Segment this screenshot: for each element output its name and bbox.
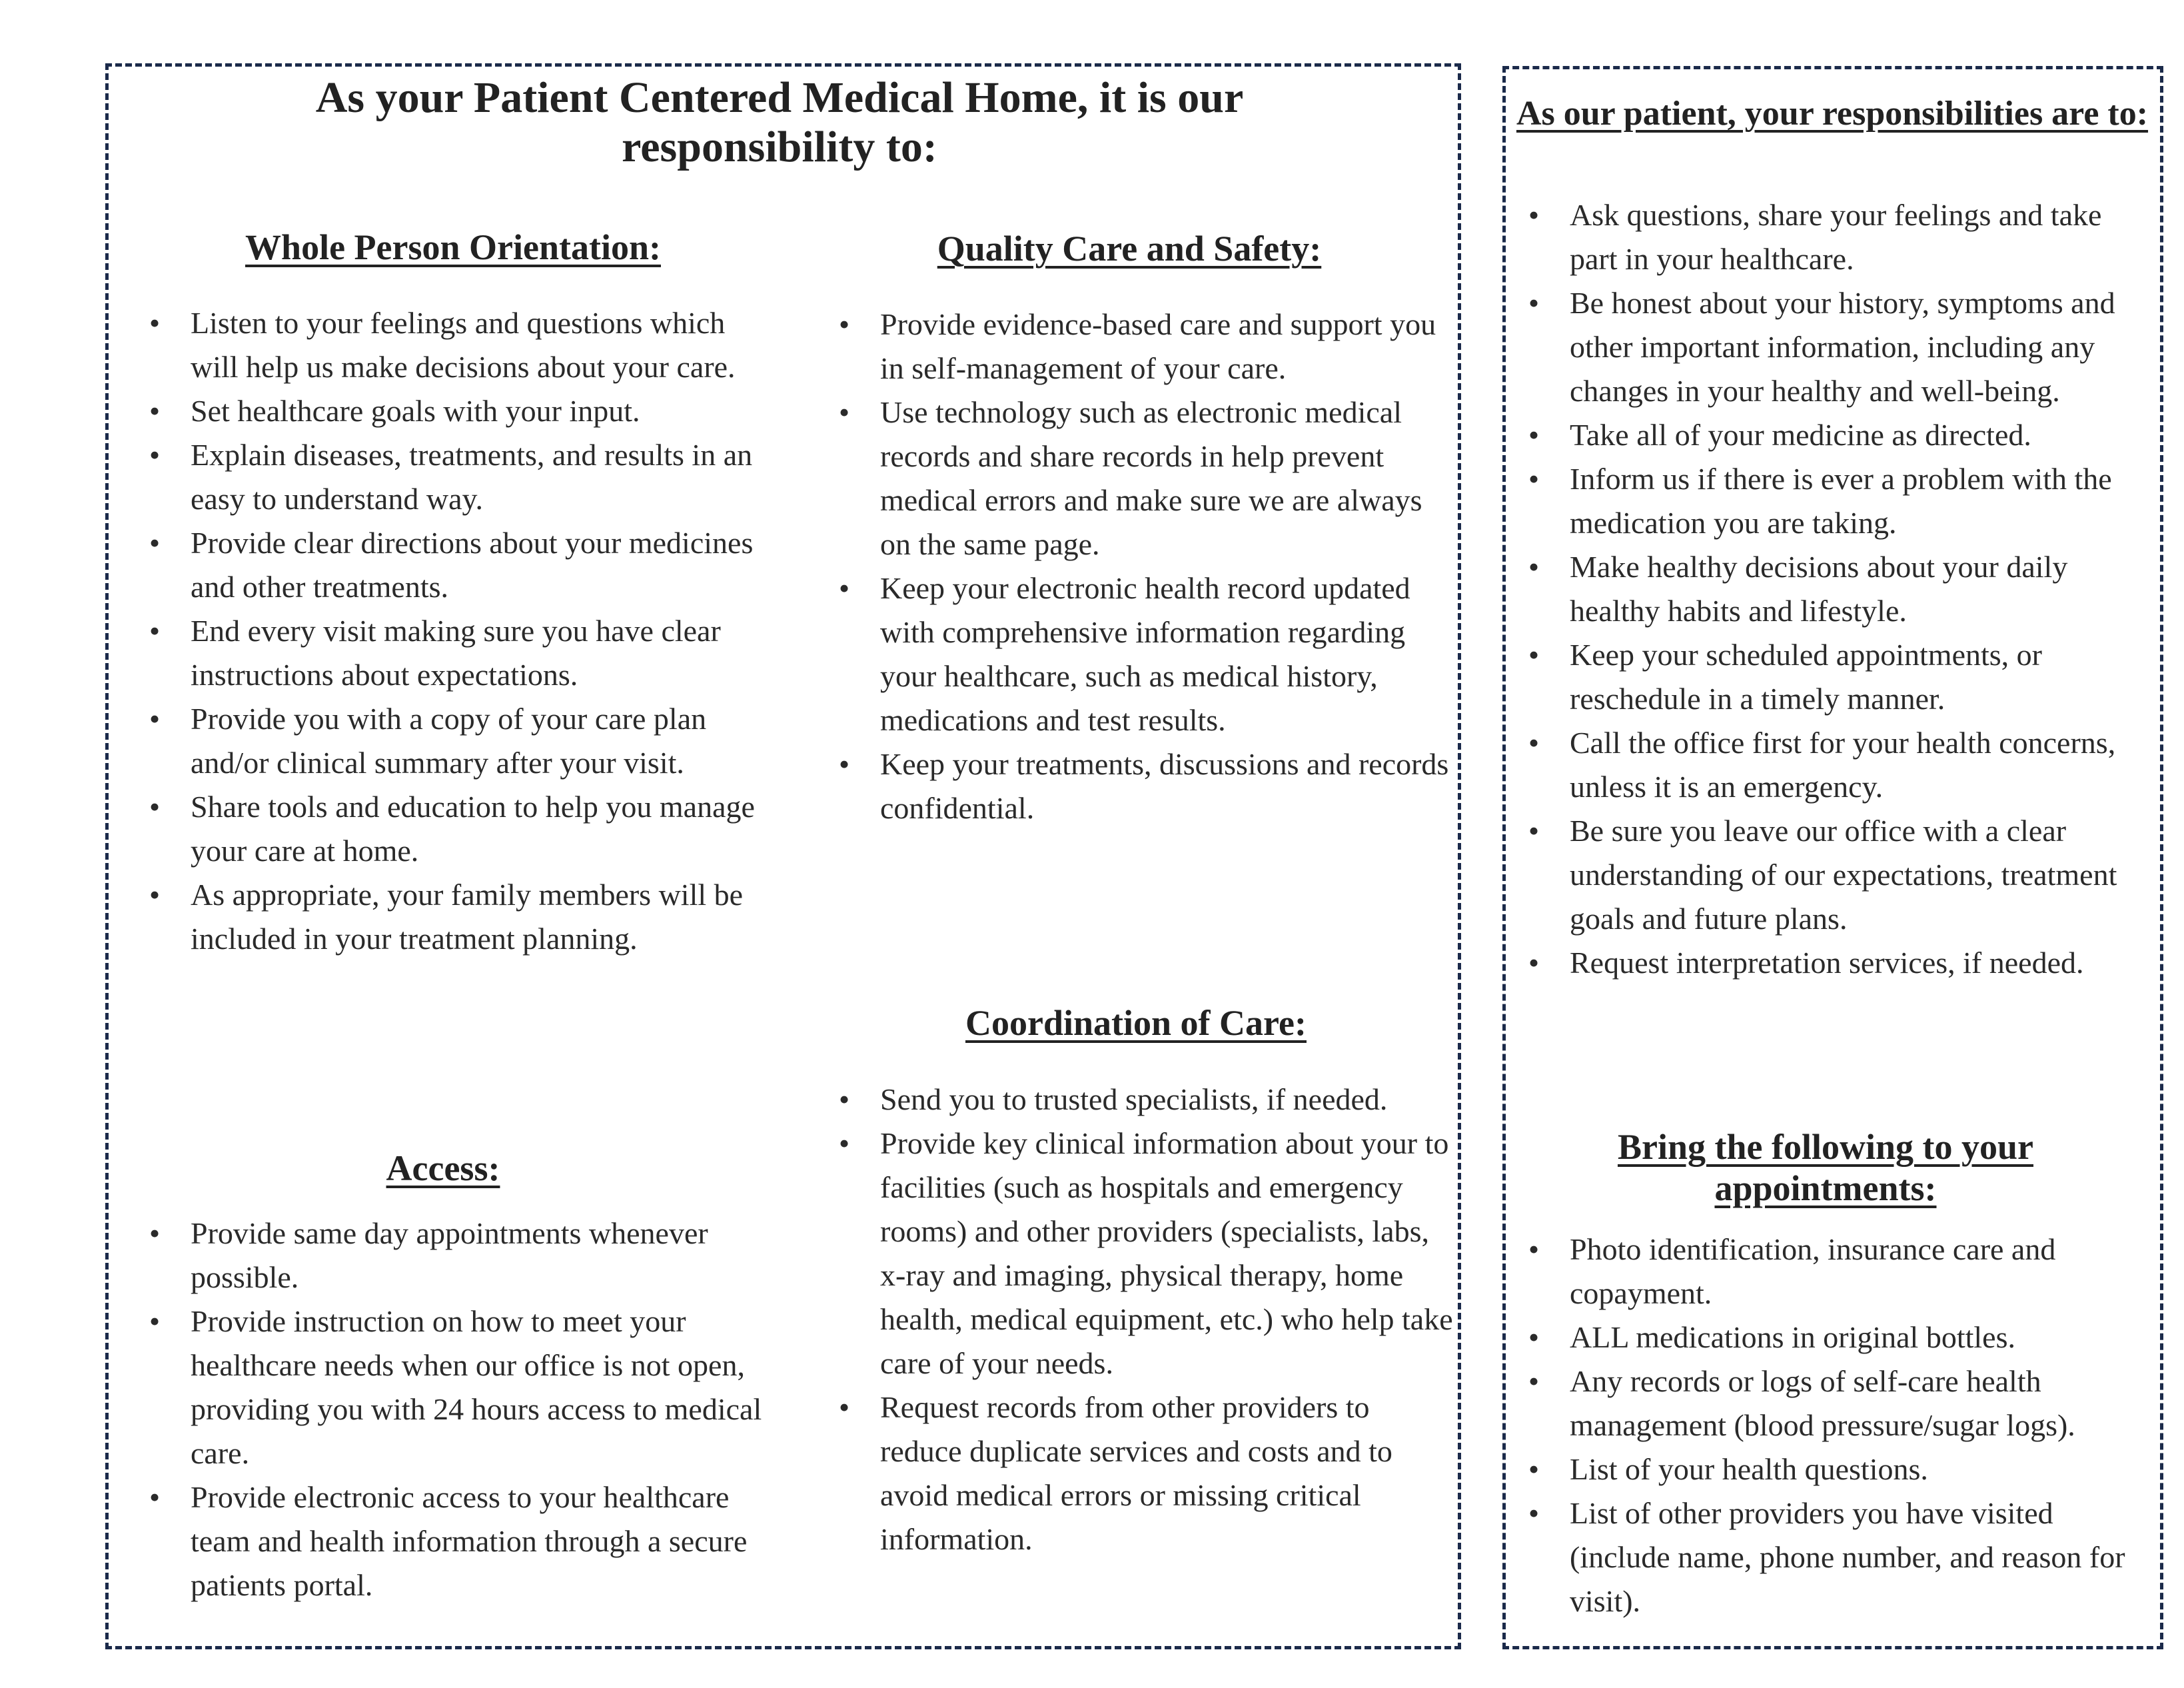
list-item: • Photo identification, insurance care and copayment.: [1519, 1228, 2152, 1315]
list-item: • List of your health questions.: [1519, 1447, 2152, 1491]
whole-person-list: [140, 301, 773, 961]
list-item: • Inform us if there is ever a problem with the medication you are taking.: [1519, 457, 2152, 545]
section-heading-coordination: Coordination of Care:: [965, 1003, 1307, 1043]
page-title: As your Patient Centered Medical Home, it is our responsibility to:: [315, 73, 1244, 171]
list-item: • Call the office first for your health concerns, unless it is an emergency.: [1519, 721, 2152, 809]
bring-list: [1519, 1228, 2152, 1623]
list-item: • End every visit making sure you have clear instructions about expectations.: [140, 609, 773, 697]
section-heading-access: Access:: [386, 1148, 500, 1188]
list-item: • Request interpretation services, if needed.: [1519, 941, 2152, 985]
list-item: • Keep your electronic health record updated with comprehensive information regarding your healthcare, such as medical history, medications and test results.: [829, 566, 1456, 742]
quality-list: [829, 303, 1456, 830]
list-item: • Provide same day appointments whenever possible.: [140, 1212, 773, 1299]
section-heading-whole-person: Whole Person Orientation:: [245, 227, 661, 267]
list-item: • Make healthy decisions about your daily healthy habits and lifestyle.: [1519, 545, 2152, 633]
list-item: • List of other providers you have visited (include name, phone number, and reason for visit).: [1519, 1491, 2152, 1623]
section-heading-quality: Quality Care and Safety:: [937, 229, 1322, 269]
list-item: • Ask questions, share your feelings and take part in your healthcare.: [1519, 193, 2152, 281]
list-item: • Explain diseases, treatments, and results in an easy to understand way.: [140, 433, 773, 521]
list-item: • Send you to trusted specialists, if needed.: [829, 1078, 1456, 1122]
list-item: • Provide clear directions about your medicines and other treatments.: [140, 521, 773, 609]
list-item: • Use technology such as electronic medical records and share records in help prevent medical errors and make sure we are always on the same page.: [829, 391, 1456, 566]
list-item: • Request records from other providers to reduce duplicate services and costs and to avoid medical errors or missing critical information.: [829, 1385, 1456, 1561]
list-item: • Keep your scheduled appointments, or reschedule in a timely manner.: [1519, 633, 2152, 721]
list-item: • ALL medications in original bottles.: [1519, 1315, 2152, 1359]
list-item: • Provide evidence-based care and support you in self-management of your care.: [829, 303, 1456, 391]
list-item: • Be sure you leave our office with a clear understanding of our expectations, treatment goals and future plans.: [1519, 809, 2152, 941]
list-item: • As appropriate, your family members will be included in your treatment planning.: [140, 873, 773, 961]
list-item: • Any records or logs of self-care health management (blood pressure/sugar logs).: [1519, 1359, 2152, 1447]
coordination-list: [829, 1078, 1456, 1561]
list-item: • Be honest about your history, symptoms and other important information, including any changes in your healthy and well-being.: [1519, 281, 2152, 413]
patient-responsibilities-list: [1519, 193, 2152, 985]
list-item: • Provide instruction on how to meet your healthcare needs when our office is not open, providing you with 24 hours access to medical care.: [140, 1299, 773, 1475]
list-item: • Take all of your medicine as directed.: [1519, 413, 2152, 457]
list-item: • Provide you with a copy of your care plan and/or clinical summary after your visit.: [140, 697, 773, 785]
access-list: [140, 1212, 773, 1607]
list-item: • Share tools and education to help you manage your care at home.: [140, 785, 773, 873]
list-item: • Keep your treatments, discussions and records confidential.: [829, 742, 1456, 830]
section-heading-bring: Bring the following to your appointments:: [1617, 1127, 2033, 1208]
list-item: • Provide electronic access to your healthcare team and health information through a secure patients portal.: [140, 1475, 773, 1607]
section-heading-patient-responsibilities: As our patient, your responsibilities are to:: [1516, 95, 2149, 133]
list-item: • Set healthcare goals with your input.: [140, 389, 773, 433]
list-item: • Listen to your feelings and questions which will help us make decisions about your care.: [140, 301, 773, 389]
list-item: • Provide key clinical information about your to facilities (such as hospitals and emergency rooms) and other providers (specialists, labs, x-ray and imaging, physical therapy, home health, medical equipment, etc.) who help take care of your needs.: [829, 1122, 1456, 1385]
